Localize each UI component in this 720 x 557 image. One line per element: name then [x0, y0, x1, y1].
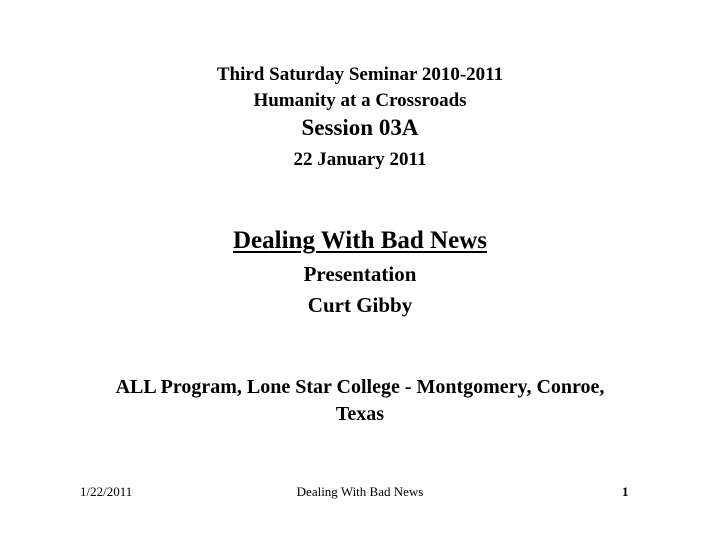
- session-label: Session 03A: [301, 115, 419, 140]
- presentation-title: Dealing With Bad News: [233, 227, 487, 254]
- footer-title: Dealing With Bad News: [296, 484, 424, 499]
- venue-line-2: Texas: [335, 403, 385, 425]
- presentation-subtitle: Presentation: [303, 262, 417, 286]
- venue-line-1: ALL Program, Lone Star College - Montgomery, Conroe,: [115, 376, 605, 398]
- seminar-theme: Humanity at a Crossroads: [253, 90, 467, 111]
- presenter-name: Curt Gibby: [307, 293, 413, 317]
- page-number: 1: [622, 484, 629, 499]
- footer-date: 1/22/2011: [80, 484, 133, 499]
- seminar-title: Third Saturday Seminar 2010-2011: [216, 64, 504, 85]
- session-date: 22 January 2011: [293, 149, 427, 170]
